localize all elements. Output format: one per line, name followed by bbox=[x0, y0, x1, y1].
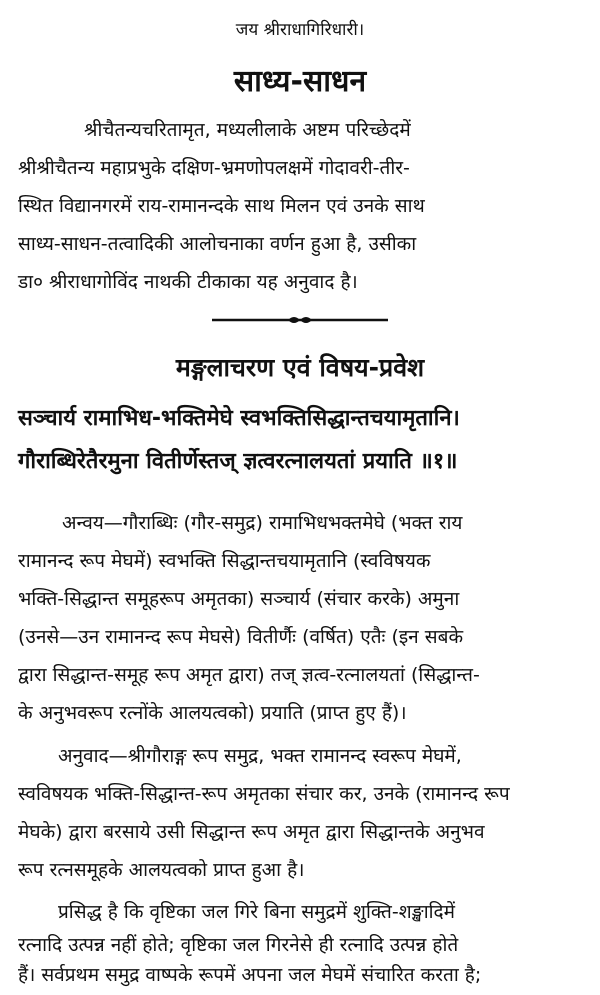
anuvad-line: रूप रत्नसमूहके आलयत्वको प्राप्त हुआ है। bbox=[18, 859, 305, 881]
intro-line: डा० श्रीराधागोविंद नाथकी टीकाका यह अनुवाद है। bbox=[18, 271, 358, 293]
intro-line: स्थित विद्यानगरमें राय-रामानन्दके साथ मिलन एवं उनके साथ bbox=[18, 195, 425, 217]
intro-line: साध्य-साधन-तत्वादिकी आलोचनाका वर्णन हुआ है, उसीका bbox=[18, 233, 417, 255]
anuvad-line: मेघके) द्वारा बरसाये उसी सिद्धान्त रूप अमृत द्वारा सिद्धान्तके अनुभव bbox=[18, 821, 485, 843]
anvaya-line: के अनुभवरूप रत्नोंके आलयत्वको) प्रयाति (प्राप्त हुए हैं)। bbox=[18, 702, 407, 724]
verse-line: गौराब्धिरेतैरमुना वितीर्णेस्तज् ज्ञत्वरत्नालयतां प्रयाति ॥१॥ bbox=[18, 449, 458, 474]
closing-line: हैं। सर्वप्रथम समुद्र वाष्पके रूपमें अपना जल मेघमें संचारित करता है; bbox=[18, 964, 482, 986]
anvaya-line: द्वारा सिद्धान्त-समूह रूप अमृत द्वारा) तज् ज्ञत्व-रत्नालयतां (सिद्धान्त- bbox=[18, 664, 480, 686]
invocation-line: जय श्रीराधागिरिधारी। bbox=[235, 20, 365, 40]
closing-line: प्रसिद्ध है कि वृष्टिका जल गिरे बिना समुद्रमें शुक्ति-शङ्खादिमें bbox=[58, 901, 455, 923]
anvaya-line: (उनसे—उन रामानन्द रूप मेघसे) वितीर्णैः (वर्षित) एतैः (इन सबके bbox=[18, 626, 464, 648]
ornamental-divider bbox=[212, 314, 388, 326]
section-heading: मङ्गलाचरण एवं विषय-प्रवेश bbox=[175, 353, 425, 382]
anvaya-line: भक्ति-सिद्धान्त समूहरूप अमृतका) सञ्चार्य (संचार करके) अमुना bbox=[18, 588, 460, 610]
verse-line: सञ्चार्य रामाभिध-भक्तिमेघे स्वभक्तिसिद्धान्तचयामृतानि। bbox=[18, 406, 460, 431]
page-title: साध्य-साधन bbox=[233, 64, 367, 99]
anuvad-line: स्वविषयक भक्ति-सिद्धान्त-रूप अमृतका संचार कर, उनके (रामानन्द रूप bbox=[18, 783, 510, 805]
intro-line: श्रीश्रीचैतन्य महाप्रभुके दक्षिण-भ्रमणोपलक्षमें गोदावरी-तीर- bbox=[18, 157, 410, 179]
anvaya-line: अन्वय—गौराब्धिः (गौर-समुद्र) रामाभिधभक्तमेघे (भक्त राय bbox=[62, 512, 463, 534]
anuvad-line: अनुवाद—श्रीगौराङ्ग रूप समुद्र, भक्त रामानन्द स्वरूप मेघमें, bbox=[58, 745, 462, 767]
intro-line: श्रीचैतन्यचरितामृत, मध्यलीलाके अष्टम परिच्छेदमें bbox=[84, 119, 411, 141]
closing-line: रत्नादि उत्पन्न नहीं होते; वृष्टिका जल गिरनेसे ही रत्नादि उत्पन्न होते bbox=[18, 934, 459, 956]
anvaya-line: रामानन्द रूप मेघमें) स्वभक्ति सिद्धान्तचयामृतानि (स्वविषयक bbox=[18, 550, 431, 572]
